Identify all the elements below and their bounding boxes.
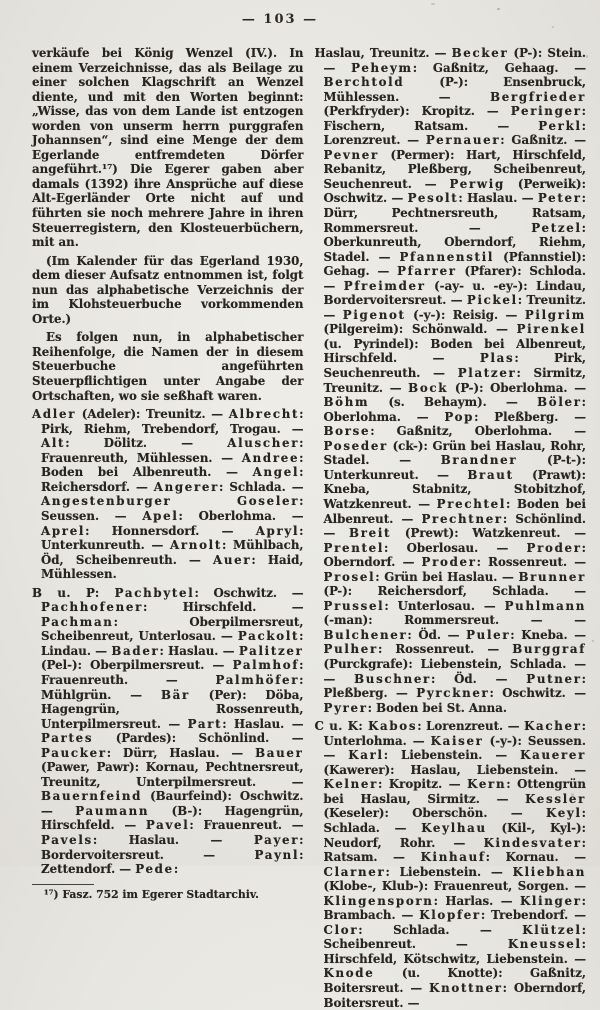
entry-name: Böhm (323, 395, 370, 410)
entry-name: Pavel (145, 818, 190, 833)
entry-name: Kindesvater (483, 835, 582, 850)
page-number: — 103 — (241, 12, 319, 27)
entry-name: Apryl (255, 523, 300, 538)
entry-name: Pilgrim (524, 307, 586, 322)
entry-name: Clarner (323, 864, 386, 879)
entry-name: Bauernfeind (41, 789, 143, 804)
entry-name: Andree (241, 450, 300, 465)
entry-name: Pulher (323, 642, 378, 657)
entry-name: Clor (323, 922, 359, 937)
entry-name: Aprel (41, 523, 86, 538)
entry-name: Pavels (41, 832, 93, 847)
entry-name: Puhlmann (504, 598, 586, 613)
entry-name: Proder (421, 555, 477, 570)
footnote-text: ¹⁷) Fasz. 752 im Egerer Stadtarchiv. (44, 887, 259, 901)
entry-name: Kaiser (430, 733, 484, 748)
entry-name: Bär (160, 687, 190, 702)
entry-name: Pyrer (323, 700, 368, 715)
kalender-note-paragraph: (Im Kalender für das Egerland 1930, dem dieser Aufsatz entnommen ist, folgt nun das alphabetische Verzeichnis der im Klohsteuerbuche vorkommenden Orte.) (32, 253, 304, 326)
scan-speckle (592, 640, 594, 642)
scan-speckle (431, 3, 435, 5)
entry-name: Angel (252, 465, 300, 480)
right-column (314, 46, 587, 1010)
entry-name: Pyrckner (416, 686, 490, 701)
entry-name: Pede (135, 862, 174, 877)
text-columns (32, 46, 587, 1010)
entry-name: Bulchener (323, 627, 408, 642)
entry-name: Bock (408, 380, 449, 395)
entry-name: Adler (32, 407, 77, 422)
entry-group-label: B u. P: (32, 585, 115, 600)
entry-name: Alt (41, 436, 66, 451)
entry-name: Braut (467, 467, 514, 482)
entry-name: Klopfer (419, 908, 481, 923)
entry-name: Klinger (519, 893, 582, 908)
left-column (32, 46, 304, 901)
entry-name: Keylhau (421, 820, 487, 835)
entry-name: Pernauer (425, 133, 501, 148)
entry-name: Aluscher (227, 436, 300, 451)
entry-name: Palmhof (232, 658, 300, 673)
entry-name: Karl (348, 748, 384, 763)
entry-name: Petzel (531, 220, 582, 235)
entry-name: Pachbytel (114, 585, 195, 600)
entry-name: Apel (142, 508, 179, 523)
entry-name: Platzer (457, 366, 517, 381)
scan-speckle (552, 26, 554, 28)
entries-c-paragraph: C u. K: Kabos: Lorenzreut. — Kacher: Unterlohma. — Kaiser (-y-): Seussen. — Karl: Liebenstein. — Kauerer (Kawerer): Haslau, Liebenstein. — Kelner: Kropitz. — Kern: Ottengrün bei Haslau, Sirmitz. — Kessler (Keseler): Oberschön. — Keyl: Schlada. — Keylhau (Kil-, Kyl-): Neudorf, Rohr. — Kindesvater: Ratsam. — Kinhauf: Kornau. — Clarner: Liebenstein. — Kliebhan (Klobe-, Klub-): Frauenreut, Sorgen. — Klingensporn: Harlas. — Klinger: Brambach. — Klopfer: Trebendorf. — Clor: Schlada. — Klützel: Scheibenreut. — Kneussel: Hirschfeld, Kötschwitz, Liebenstein. — Knode (u. Knotte): Gaßnitz, Boitersreut. — Knottner: Oberndorf, Boitersreut. — (314, 719, 587, 1010)
entry-name: Partes (41, 731, 94, 746)
entry-name: Pfannenstil (399, 249, 495, 264)
entry-name: Knode (323, 966, 375, 981)
entry-name: Bergfrieder (490, 89, 586, 104)
entry-name: Pevner (323, 147, 379, 162)
scan-speckle (586, 55, 588, 58)
entry-name: Keyl (546, 806, 582, 821)
entry-name: Pop (444, 409, 475, 424)
entry-name: Part (187, 716, 223, 731)
entry-name: Puler (466, 627, 511, 642)
entry-name: Poseder (323, 438, 388, 453)
scan-speckle (571, 793, 574, 796)
entries-bp-continuation-paragraph: Haslau, Treunitz. — Becker (P-): Stein. — Peheym: Gaßnitz, Gehaag. — Berchtold (P-): Ensenbruck, Mühlessen. — Bergfrieder (Perkfryder): Kropitz. — Peringer: Fischern, Ratsam. — Perkl: Lorenzreut. — Pernauer: Gaßnitz. — Pevner (Permer): Hart, Hirschfeld, Rebanitz, Pleßberg, Scheibenreut, Seuchenreut. — Perwig (Perweik): Oschwitz. — Pesolt: Haslau. — Peter: Dürr, Pechtnersreuth, Ratsam, Rommersreut. — Petzel: Oberkunreuth, Oberndorf, Riehm, Stadel. — Pfannenstil (Pfannstiel): Gehag. — Pfarrer (Pfarer): Schloda. — Pfreimder (-ay- u. -ey-): Lindau, Bordervoitersreut. — Pickel: Treunitz. — Pigenot (-y-): Reisig. — Pilgrim (Pilgereim): Schönwald. — Pirenkel (u. Pyrindel): Boden bei Albenreut, Hirschfeld. — Plas: Pirk, Seuchenreuth. — Platzer: Sirmitz, Treunitz. — Bock (P-): Oberlohma. — Böhm (s. Behaym). — Böler: Oberlohma. — Pop: Pleßberg. — Borse: Gaßnitz, Oberlohma. — Poseder (ck-): Grün bei Haslau, Rohr, Stadel. — Brandner (P-t-): Unterkunreut. — Braut (Prawt): Kneba, Stabnitz, Stobitzhof, Watzkenreut. — Prechtel: Boden bei Albenreut. — Prechtner: Schönlind. — Breit (Prewt): Watzkenreut. — Prentel: Oberlosau. — Proder: Oberndorf. — Proder: Rossenreut. — Prosel: Grün bei Haslau. — Brunner (P-): Reichersdorf, Schlada. — Prussel: Unterlosau. — Puhlmann (-man): Rommersreut. — — Bulchener: Öd. — Puler: Kneba. — Pulher: Rossenreut. — Burggraf (Purckgrafe): Liebenstein, Schlada. — — Buschner: Öd. — Putner: Pleßberg. — Pyrckner: Oschwitz. — Pyrer: Boden bei St. Anna. (314, 46, 587, 715)
entry-group-label: C u. K: (314, 719, 369, 734)
entry-name: Payer (253, 832, 300, 847)
entry-name: Brunner (518, 569, 586, 584)
entry-name: Kelner (323, 777, 378, 792)
entry-name: Packolt (237, 629, 300, 644)
entry-name: Peringer (510, 104, 582, 119)
entry-name: Paumann (75, 803, 150, 818)
entry-name: Prechtner (421, 511, 503, 526)
scan-speckle (497, 8, 500, 10)
intro-paragraph: verkäufe bei König Wenzel (IV.). In einem Verzeichnisse, das als Beilage zu einer solchen Klagschrift an Wenzel diente, und mit den Worten beginnt: „Wisse, das von dem Lande ist entzogen worden von unserm herrn purggrafen Johannsen“, sind eine Menge der dem Egerlande entfremdeten Dörfer angeführt.¹⁷) Die Egerer gaben aber damals (1392) ihre Ansprüche auf diese Alt-Egerländer Orte nicht auf und führten sie noch mehrere Jahre in ihren Steuerregistern, den Klosteuerbüchern, mit an. (32, 46, 304, 250)
entry-name: Prechtel (436, 496, 507, 511)
entry-name: Bauer (255, 745, 304, 760)
entry-name: Proder (526, 540, 582, 555)
entry-name: Knottner (429, 981, 503, 995)
entry-name: Arnolt (170, 538, 222, 553)
entry-name: Böler (537, 395, 582, 410)
entry-name: Brandner (440, 453, 518, 468)
entry-name: Kauerer (520, 748, 586, 763)
entry-name: Becker (451, 46, 509, 60)
entry-name: Paucker (41, 745, 107, 760)
entry-name: Pfreimder (343, 278, 426, 293)
entry-name: Kern (467, 777, 507, 792)
entry-name: Perkl (538, 118, 582, 133)
entry-name: Borse (323, 424, 371, 439)
entry-name: Angestenburger Goseler (41, 494, 300, 509)
entry-name: Perwig (449, 176, 505, 191)
alphabet-intro-paragraph: Es folgen nun, in alphabetischer Reihenfolge, die Namen der in diesem Steuerbuche angeführten Steuerpflichtigen unter Angabe der Ortschaften, wo sie seßhaft waren. (32, 330, 304, 403)
entry-name: Plas (479, 351, 515, 366)
entry-name: Palmhöfer (215, 672, 300, 687)
entry-name: Albrecht (228, 407, 300, 422)
entry-name: Peheym (351, 60, 413, 75)
entry-name: Prosel (323, 569, 376, 584)
entry-name: Bader (111, 643, 160, 658)
entry-name: Pirenkel (516, 322, 586, 337)
entry-name: Palitzer (238, 643, 304, 658)
entry-name: Kabos (368, 719, 418, 734)
entry-name: Kessler (525, 791, 586, 806)
entries-a-paragraph: Adler (Adeler): Treunitz. — Albrecht: Pirk, Riehm, Trebendorf, Trogau. — Alt: Dölitz. — Aluscher: Frauenreuth, Mühlessen. — Andree: Boden bei Albenreuth. — Angel: Reichersdorf. — Angerer: Schlada. — Angestenburger Goseler: Seussen. — Apel: Oberlohma. — Aprel: Honnersdorf. — Apryl: Unterkunreuth. — Arnolt: Mühlbach, Öd, Scheibenreuth. — Auer: Haid, Mühlessen. (32, 407, 304, 582)
entry-name: Berchtold (323, 75, 405, 90)
entry-name: Peter (537, 191, 582, 206)
entry-name: Pigenot (342, 307, 406, 322)
entry-name: Kneussel (507, 937, 582, 952)
entry-name: Buschner (354, 671, 431, 686)
entry-name: Burggraf (512, 642, 587, 657)
entry-name: Putner (526, 671, 582, 686)
entry-name: Pachman (41, 614, 114, 629)
entry-name: Auer (213, 552, 252, 567)
entry-name: Kacher (524, 719, 582, 734)
entry-name: Prentel (323, 540, 385, 555)
footnote-divider (32, 884, 94, 885)
entry-name: Klützel (522, 922, 582, 937)
entry-name: Kinhauf (420, 850, 486, 865)
entry-name: Breit (349, 526, 392, 541)
entry-name: Pachhofener (41, 600, 143, 615)
entry-name: Pesolt (407, 191, 459, 206)
entry-name: Pfarrer (397, 264, 457, 279)
entry-name: Kliebhan (512, 864, 587, 879)
entry-name: Angerer (153, 479, 220, 494)
entry-name: Paynl (254, 847, 300, 862)
entry-name: Pickel (466, 293, 518, 308)
entry-name: Prussel (323, 598, 385, 613)
entries-b-paragraph: B u. P: Pachbytel: Oschwitz. — Pachhofener: Hirschfeld. — Pachman: Oberpilmersreut, Scheibenreut, Unterlosau. — Packolt: Lindau. — Bader: Haslau. — Palitzer (Pel-): Oberpilmersreut. — Palmhof: Frauenreuth. — Palmhöfer: Mühlgrün. — Bär (Per): Döba, Hagengrün, Rossenreuth, Unterpilmersreut. — Part: Haslau. — Partes (Pardes): Schönlind. — Paucker: Dürr, Haslau. — Bauer (Pawer, Pawr): Kornau, Pechtnersreut, Treunitz, Unterpilmersreut. — Bauernfeind (Baurfeind): Oschwitz. — Paumann (B-): Hagengrün, Hirschfeld. — Pavel: Frauenreut. — Pavels: Haslau. — Payer: Bordervoitersreut. — Paynl: Zettendorf. — Pede: (32, 585, 304, 877)
entry-name: Klingensporn (323, 893, 434, 908)
